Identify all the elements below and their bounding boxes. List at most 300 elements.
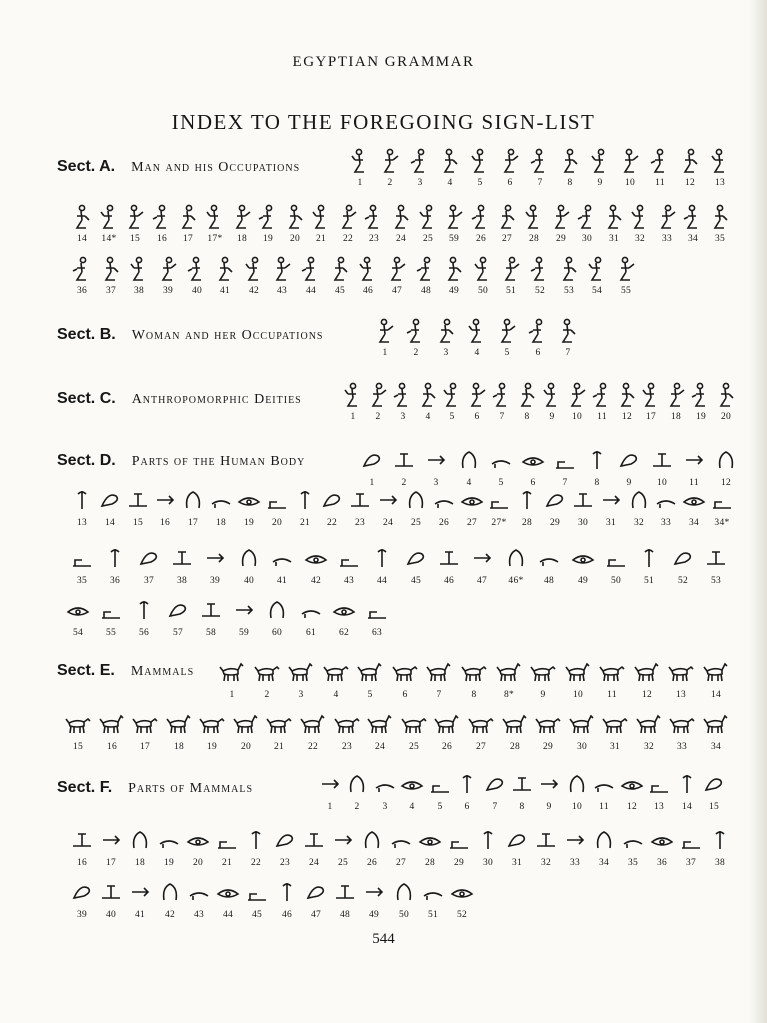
body-part-hieroglyph-icon [302,828,326,852]
index-title: INDEX TO THE FOREGOING SIGN-LIST [171,110,596,134]
figure-hieroglyph-icon [557,318,579,344]
figure-hieroglyph-icon [243,256,265,282]
mammal-hieroglyph-icon [300,712,326,736]
sign-number: 6 [530,478,536,488]
sign-number: 21 [273,742,285,752]
body-part-hieroglyph-icon [99,828,123,852]
sign-number: 52 [677,576,689,586]
sign-number: 17 [182,234,194,244]
sign-number: 9 [546,802,552,812]
sign-number: 37 [105,286,117,296]
sign-number: 10 [624,178,636,188]
figure-hieroglyph-icon [100,256,122,282]
body-part-hieroglyph-icon [432,488,456,512]
sign-number: 43 [193,910,205,920]
sign-number: 13 [653,802,665,812]
figure-hieroglyph-icon [363,204,385,230]
body-part-hieroglyph-icon [675,772,699,796]
body-part-hieroglyph-icon [534,828,558,852]
sign-number: 26 [475,234,487,244]
body-part-hieroglyph-icon [389,828,413,852]
sign-number: 31 [511,858,523,868]
sign-number: 38 [176,576,188,586]
sign-number: 45 [334,286,346,296]
sign-number: 3 [298,690,304,700]
body-part-hieroglyph-icon [273,828,297,852]
sign-number: 5 [367,690,373,700]
section-code: Sect. B. [57,326,116,343]
sign-number: 36 [656,858,668,868]
sign-number: 35 [76,576,88,586]
body-part-hieroglyph-icon [318,772,342,796]
mammal-hieroglyph-icon [199,712,225,736]
sign-number: 14* [101,234,117,244]
sign-number: 13 [714,178,726,188]
sign-number: 51 [505,286,517,296]
sign-number: 34 [710,742,722,752]
figure-hieroglyph-icon [491,382,513,408]
body-part-hieroglyph-icon [331,828,355,852]
figure-hieroglyph-icon [682,204,704,230]
figure-hieroglyph-icon [409,148,431,174]
body-part-hieroglyph-icon [128,880,152,904]
sign-number: 10 [571,412,583,422]
figure-hieroglyph-icon [151,204,173,230]
body-part-hieroglyph-icon [345,772,369,796]
figure-hieroglyph-icon [349,148,371,174]
sign-number: 7 [565,348,571,358]
body-part-hieroglyph-icon [320,488,344,512]
sign-number: 6 [464,802,470,812]
body-part-hieroglyph-icon [621,828,645,852]
figure-hieroglyph-icon [300,256,322,282]
sign-number: 19 [695,412,707,422]
figure-hieroglyph-icon [374,318,396,344]
body-part-hieroglyph-icon [450,880,474,904]
figure-hieroglyph-icon [616,382,638,408]
body-part-hieroglyph-icon [348,488,372,512]
sign-number: 14 [104,518,116,528]
sign-number: 7 [492,802,498,812]
sign-number: 4 [425,412,431,422]
figure-hieroglyph-icon [500,256,522,282]
body-part-hieroglyph-icon [128,828,152,852]
section-code: Sect. A. [57,158,116,175]
body-part-hieroglyph-icon [585,448,609,472]
mammal-hieroglyph-icon [668,660,694,684]
body-part-hieroglyph-icon [714,448,738,472]
body-part-hieroglyph-icon [232,598,256,622]
sign-number: 30 [482,858,494,868]
figure-hieroglyph-icon [71,204,93,230]
body-part-hieroglyph-icon [654,488,678,512]
sign-number: 1 [357,178,363,188]
sign-number: 22 [250,858,262,868]
sign-number: 44 [376,576,388,586]
sign-number: 49 [577,576,589,586]
body-part-hieroglyph-icon [537,546,561,570]
sign-number: 50 [477,286,489,296]
body-part-hieroglyph-icon [70,546,94,570]
mammal-hieroglyph-icon [703,712,729,736]
sign-number: 35 [627,858,639,868]
figure-hieroglyph-icon [386,256,408,282]
mammal-hieroglyph-icon [65,712,91,736]
sign-number: 9 [597,178,603,188]
sign-number: 41 [134,910,146,920]
mammal-hieroglyph-icon [496,660,522,684]
figure-hieroglyph-icon [257,204,279,230]
body-part-hieroglyph-icon [428,772,452,796]
body-part-hieroglyph-icon [158,880,182,904]
sign-number: 21 [221,858,233,868]
sign-row-b [0,318,767,362]
sign-number: 17* [207,234,223,244]
body-part-hieroglyph-icon [70,488,94,512]
sign-number: 5 [449,412,455,422]
sign-number: 54 [72,628,84,638]
sign-row-f [0,880,767,924]
figure-hieroglyph-icon [392,382,414,408]
sign-number: 61 [305,628,317,638]
section-title: Woman and her Occupations [131,328,324,343]
sign-row-d [0,448,767,492]
section-code: Sect. E. [57,662,115,679]
sign-number: 7 [499,412,505,422]
sign-number: 20 [240,742,252,752]
body-part-hieroglyph-icon [360,448,384,472]
sign-number: 6 [474,412,480,422]
body-part-hieroglyph-icon [237,488,261,512]
body-part-hieroglyph-icon [620,772,644,796]
sign-number: 8 [519,802,525,812]
sign-number: 16 [159,518,171,528]
sign-number: 21 [315,234,327,244]
sign-row-f [0,828,767,872]
mammal-hieroglyph-icon [565,660,591,684]
sign-number: 41 [276,576,288,586]
sign-number: 40 [243,576,255,586]
figure-hieroglyph-icon [98,204,120,230]
section-title: Mammals [130,664,195,679]
figure-hieroglyph-icon [443,256,465,282]
sign-number: 50 [610,576,622,586]
sign-number: 43 [276,286,288,296]
sign-number: 24 [308,858,320,868]
body-part-hieroglyph-icon [186,828,210,852]
body-part-hieroglyph-icon [571,488,595,512]
sign-number: 5 [437,802,443,812]
sign-number: 16 [76,858,88,868]
body-part-hieroglyph-icon [275,880,299,904]
body-part-hieroglyph-icon [489,448,513,472]
sign-number: 4 [474,348,480,358]
sign-number: 18 [670,412,682,422]
sign-number: 21 [299,518,311,528]
sign-number: 4 [409,802,415,812]
figure-hieroglyph-icon [615,256,637,282]
body-part-hieroglyph-icon [244,828,268,852]
sign-number: 14 [710,690,722,700]
sign-number: 13 [675,690,687,700]
sign-number: 14 [681,802,693,812]
sign-number: 37 [685,858,697,868]
sign-number: 29 [453,858,465,868]
sign-row-a [0,256,767,300]
sign-number: 22 [326,518,338,528]
sign-number: 29 [555,234,567,244]
sign-number: 33 [569,858,581,868]
body-part-hieroglyph-icon [209,488,233,512]
body-part-hieroglyph-icon [98,488,122,512]
body-part-hieroglyph-icon [682,488,706,512]
body-part-hieroglyph-icon [470,546,494,570]
mammal-hieroglyph-icon [569,712,595,736]
sign-number: 38 [133,286,145,296]
sign-number: 62 [338,628,350,638]
body-part-hieroglyph-icon [332,598,356,622]
figure-hieroglyph-icon [529,256,551,282]
body-part-hieroglyph-icon [617,448,641,472]
sign-number: 37 [143,576,155,586]
sign-number: 12 [621,412,633,422]
sign-number: 27 [466,518,478,528]
sign-number: 29 [549,518,561,528]
sign-number: 18 [215,518,227,528]
body-part-hieroglyph-icon [333,880,357,904]
sign-number: 30 [577,518,589,528]
sign-number: 33 [676,742,688,752]
figure-hieroglyph-icon [231,204,253,230]
sign-number: 32 [634,234,646,244]
sign-number: 50 [398,910,410,920]
sign-row-a [0,148,767,192]
sign-number: 47 [391,286,403,296]
figure-hieroglyph-icon [589,148,611,174]
body-part-hieroglyph-icon [70,880,94,904]
sign-number: 10 [571,802,583,812]
figure-hieroglyph-icon [439,148,461,174]
sign-number: 7 [562,478,568,488]
body-part-hieroglyph-icon [126,488,150,512]
sign-number: 8 [594,478,600,488]
body-part-hieroglyph-icon [170,546,194,570]
sign-number: 39 [209,576,221,586]
sign-number: 40 [191,286,203,296]
sign-number: 24 [382,518,394,528]
mammal-hieroglyph-icon [219,660,245,684]
body-part-hieroglyph-icon [376,488,400,512]
sign-number: 60 [271,628,283,638]
sign-number: 45 [251,910,263,920]
body-part-hieroglyph-icon [293,488,317,512]
body-part-hieroglyph-icon [103,546,127,570]
sign-number: 16 [106,742,118,752]
body-part-hieroglyph-icon [137,546,161,570]
body-part-hieroglyph-icon [153,488,177,512]
sign-number: 17 [139,742,151,752]
mammal-hieroglyph-icon [288,660,314,684]
body-part-hieroglyph-icon [647,772,671,796]
sign-number: 11 [597,412,607,422]
body-part-hieroglyph-icon [370,546,394,570]
sign-row-d [0,598,767,642]
figure-hieroglyph-icon [128,256,150,282]
sign-number: 8 [567,178,573,188]
sign-number: 39 [76,910,88,920]
body-part-hieroglyph-icon [392,448,416,472]
sign-number: 19 [206,742,218,752]
figure-hieroglyph-icon [186,256,208,282]
sign-number: 36 [109,576,121,586]
sign-number: 48 [339,910,351,920]
mammal-hieroglyph-icon [461,660,487,684]
body-part-hieroglyph-icon [671,546,695,570]
body-part-hieroglyph-icon [476,828,500,852]
sign-number: 55 [105,628,117,638]
sign-number: 2 [375,412,381,422]
sign-number: 1 [350,412,356,422]
body-part-hieroglyph-icon [199,598,223,622]
sign-number: 8* [503,690,515,700]
body-part-hieroglyph-icon [181,488,205,512]
body-part-hieroglyph-icon [337,546,361,570]
figure-hieroglyph-icon [679,148,701,174]
sign-number: 34 [687,234,699,244]
sign-number: 28 [509,742,521,752]
body-part-hieroglyph-icon [460,488,484,512]
sign-number: 56 [138,628,150,638]
figure-hieroglyph-icon [379,148,401,174]
sign-number: 46 [362,286,374,296]
mammal-hieroglyph-icon [434,712,460,736]
sign-number: 53 [563,286,575,296]
sign-number: 40 [105,910,117,920]
sign-number: 49 [448,286,460,296]
figure-hieroglyph-icon [367,382,389,408]
sign-number: 31 [605,518,617,528]
body-part-hieroglyph-icon [521,448,545,472]
sign-number: 15 [708,802,720,812]
sign-number: 44 [222,910,234,920]
sign-number: 7 [436,690,442,700]
figure-hieroglyph-icon [310,204,332,230]
figure-hieroglyph-icon [527,318,549,344]
figure-hieroglyph-icon [529,148,551,174]
sign-number: 8 [524,412,530,422]
body-part-hieroglyph-icon [483,772,507,796]
sign-number: 51 [427,910,439,920]
sign-number: 19 [163,858,175,868]
sign-number: 24 [374,742,386,752]
sign-row-c [0,382,767,426]
sign-number: 29 [542,742,554,752]
sign-number: 22 [307,742,319,752]
sign-number: 36 [76,286,88,296]
figure-hieroglyph-icon [466,318,488,344]
sign-number: 23 [368,234,380,244]
running-head: EGYPTIAN GRAMMAR [292,54,475,70]
sign-number: 4 [447,178,453,188]
body-part-hieroglyph-icon [157,828,181,852]
sign-number: 13 [76,518,88,528]
sign-number: 3 [417,178,423,188]
body-part-hieroglyph-icon [592,828,616,852]
mammal-hieroglyph-icon [602,712,628,736]
body-part-hieroglyph-icon [237,546,261,570]
sign-number: 27 [475,742,487,752]
body-part-hieroglyph-icon [487,488,511,512]
mammal-hieroglyph-icon [530,660,556,684]
body-part-hieroglyph-icon [505,828,529,852]
figure-hieroglyph-icon [690,382,712,408]
sign-number: 6 [535,348,541,358]
sign-number: 63 [371,628,383,638]
body-part-hieroglyph-icon [604,546,628,570]
sign-number: 23 [354,518,366,528]
sign-number: 3 [382,802,388,812]
mammal-hieroglyph-icon [233,712,259,736]
sign-number: 48 [543,576,555,586]
figure-hieroglyph-icon [709,148,731,174]
sign-number: 6 [507,178,513,188]
sign-number: 31 [609,742,621,752]
figure-hieroglyph-icon [284,204,306,230]
figure-hieroglyph-icon [629,204,651,230]
sign-number: 18 [173,742,185,752]
body-part-hieroglyph-icon [360,828,384,852]
body-part-hieroglyph-icon [265,488,289,512]
sign-number: 5 [477,178,483,188]
mammal-hieroglyph-icon [468,712,494,736]
body-part-hieroglyph-icon [679,828,703,852]
body-part-hieroglyph-icon [704,546,728,570]
figure-hieroglyph-icon [591,382,613,408]
figure-hieroglyph-icon [586,256,608,282]
body-part-hieroglyph-icon [265,598,289,622]
sign-row-e [0,660,767,704]
sign-number: 24 [395,234,407,244]
sign-number: 23 [279,858,291,868]
sign-number: 20 [720,412,732,422]
sign-number: 26 [438,518,450,528]
sign-number: 34 [688,518,700,528]
body-part-hieroglyph-icon [99,598,123,622]
body-part-hieroglyph-icon [365,598,389,622]
sign-number: 1 [229,690,235,700]
figure-hieroglyph-icon [405,318,427,344]
sign-number: 34* [714,518,730,528]
page-number: 544 [372,931,395,947]
sign-row-a [0,204,767,248]
body-part-hieroglyph-icon [418,828,442,852]
sign-number: 2 [413,348,419,358]
sign-number: 10 [572,690,584,700]
mammal-hieroglyph-icon [334,712,360,736]
figure-hieroglyph-icon [271,256,293,282]
sign-number: 17 [645,412,657,422]
figure-hieroglyph-icon [435,318,457,344]
body-part-hieroglyph-icon [650,828,674,852]
body-part-hieroglyph-icon [637,546,661,570]
body-part-hieroglyph-icon [457,448,481,472]
figure-hieroglyph-icon [715,382,737,408]
sign-number: 31 [608,234,620,244]
section-title: Parts of Mammals [128,781,254,796]
sign-number: 48 [420,286,432,296]
body-part-hieroglyph-icon [66,598,90,622]
figure-hieroglyph-icon [541,382,563,408]
